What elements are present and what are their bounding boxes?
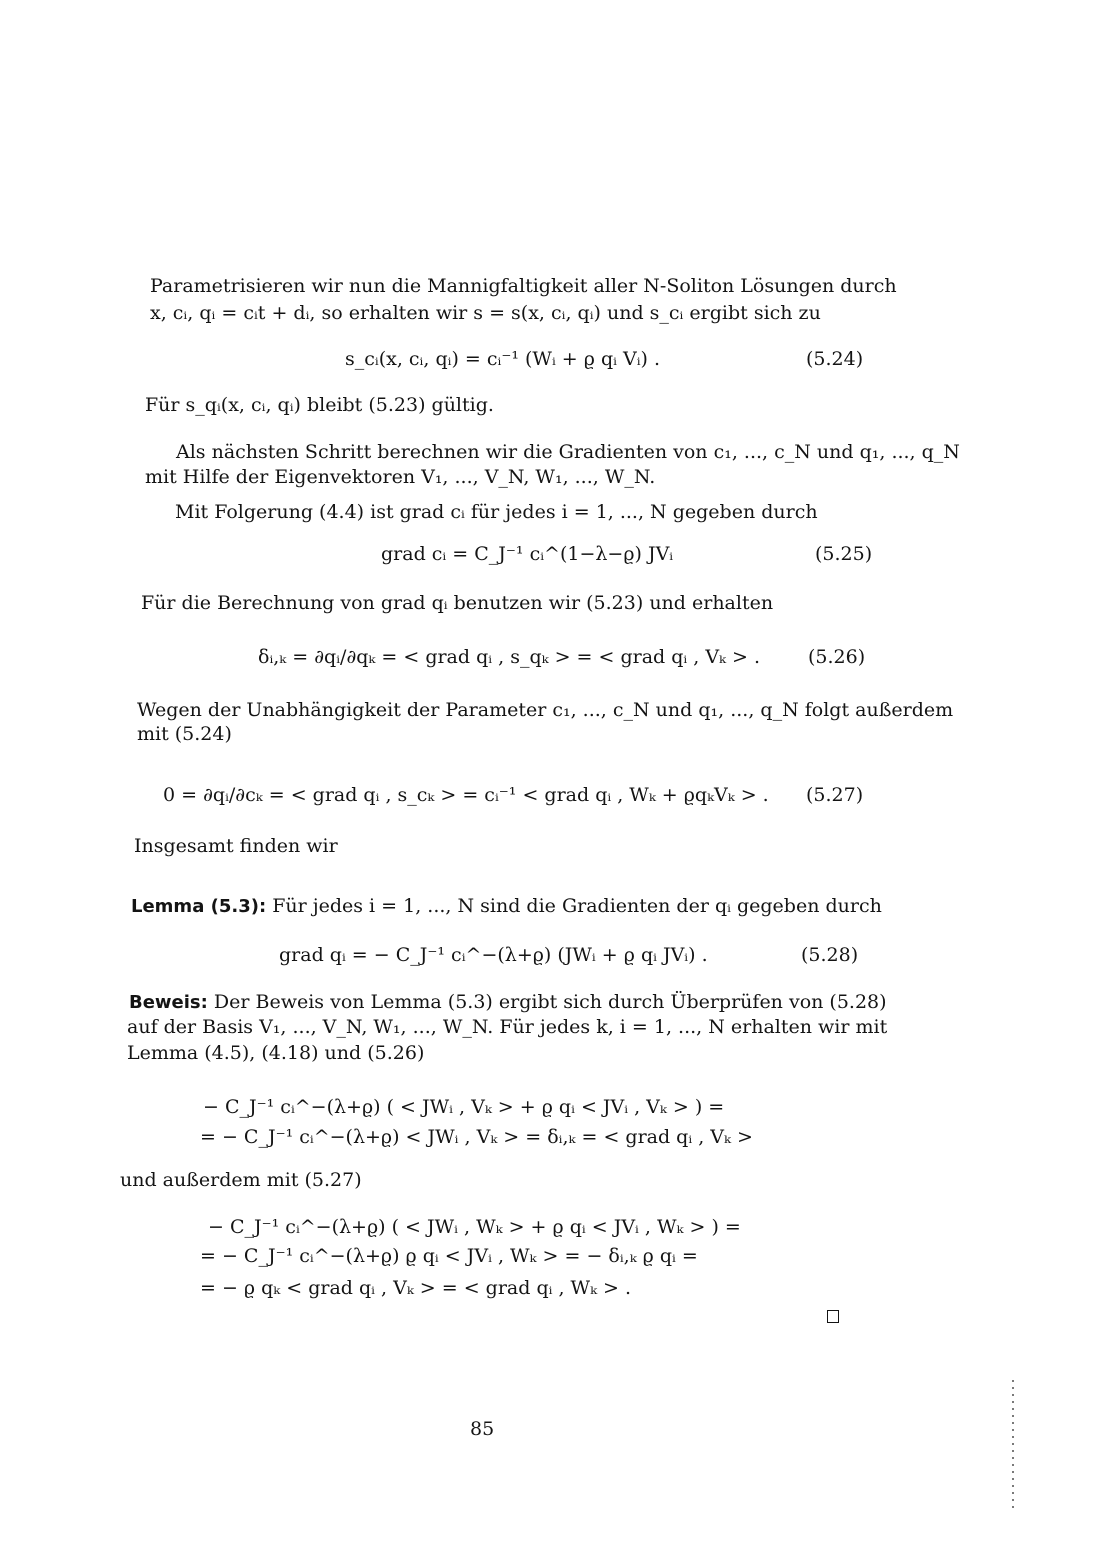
equation-block-2-line-1: − C_J⁻¹ cᵢ^−(λ+ϱ) ( < JWᵢ , Wₖ > + ϱ qᵢ < JVᵢ , Wₖ > ) = <box>208 1216 741 1238</box>
equation-number-5-26: (5.26) <box>808 646 866 668</box>
proof-line-2: auf der Basis V₁, ..., V_N, W₁, ..., W_N. Für jedes k, i = 1, ..., N erhalten wir mit <box>127 1016 888 1038</box>
paragraph-3-line-1: Als nächsten Schritt berechnen wir die Gradienten von c₁, ..., c_N und q₁, ..., q_N <box>176 441 960 463</box>
equation-block-1-line-2: = − C_J⁻¹ cᵢ^−(λ+ϱ) < JWᵢ , Vₖ > = δᵢ,ₖ = < grad qᵢ , Vₖ > <box>200 1126 753 1148</box>
proof-text: Der Beweis von Lemma (5.3) ergibt sich durch Überprüfen von (5.28) <box>213 991 887 1013</box>
paragraph-5-line-2: mit (5.24) <box>137 723 232 745</box>
paragraph-6: Insgesamt finden wir <box>134 835 338 857</box>
proof-line-3: Lemma (4.5), (4.18) und (5.26) <box>127 1042 425 1064</box>
equation-5-26: δᵢ,ₖ = ∂qᵢ/∂qₖ = < grad qᵢ , s_qₖ > = < grad qᵢ , Vₖ > . <box>258 646 761 668</box>
proof-title: Beweis: <box>129 992 208 1013</box>
paragraph-7: und außerdem mit (5.27) <box>120 1169 362 1191</box>
paragraph-3-line-3: Mit Folgerung (4.4) ist grad cᵢ für jedes i = 1, ..., N gegeben durch <box>175 501 818 523</box>
lemma-statement <box>131 894 882 919</box>
paragraph-1-line-1: Parametrisieren wir nun die Mannigfaltigkeit aller N-Soliton Lösungen durch <box>150 275 897 297</box>
paragraph-5-line-1: Wegen der Unabhängigkeit der Parameter c₁, ..., c_N und q₁, ..., q_N folgt außerdem <box>137 699 954 721</box>
paragraph-4: Für die Berechnung von grad qᵢ benutzen wir (5.23) und erhalten <box>141 592 774 614</box>
equation-block-2-line-3: = − ϱ qₖ < grad qᵢ , Vₖ > = < grad qᵢ , Wₖ > . <box>200 1277 632 1299</box>
page-number: 85 <box>470 1418 495 1440</box>
equation-number-5-27: (5.27) <box>806 784 864 806</box>
equation-5-24: s_cᵢ(x, cᵢ, qᵢ) = cᵢ⁻¹ (Wᵢ + ϱ qᵢ Vᵢ) . <box>345 348 661 370</box>
equation-number-5-28: (5.28) <box>801 944 859 966</box>
equation-number-5-24: (5.24) <box>806 348 864 370</box>
equation-5-28: grad qᵢ = − C_J⁻¹ cᵢ^−(λ+ϱ) (JWᵢ + ϱ qᵢ JVᵢ) . <box>279 944 708 966</box>
qed-square-icon <box>827 1310 839 1323</box>
equation-block-2-line-2: = − C_J⁻¹ cᵢ^−(λ+ϱ) ϱ qᵢ < JVᵢ , Wₖ > = − δᵢ,ₖ ϱ qᵢ = <box>200 1245 698 1267</box>
equation-number-5-25: (5.25) <box>815 543 873 565</box>
paragraph-1-line-2: x, cᵢ, qᵢ = cᵢt + dᵢ, so erhalten wir s = s(x, cᵢ, qᵢ) und s_cᵢ ergibt sich zu <box>150 302 821 324</box>
equation-5-27: 0 = ∂qᵢ/∂cₖ = < grad qᵢ , s_cₖ > = cᵢ⁻¹ < grad qᵢ , Wₖ + ϱqₖVₖ > . <box>163 784 769 806</box>
lemma-title: Lemma (5.3): <box>131 896 267 917</box>
lemma-text: Für jedes i = 1, ..., N sind die Gradienten der qᵢ gegeben durch <box>272 895 882 917</box>
equation-5-25: grad cᵢ = C_J⁻¹ cᵢ^(1−λ−ϱ) JVᵢ <box>381 543 674 565</box>
paragraph-3-line-2: mit Hilfe der Eigenvektoren V₁, ..., V_N, W₁, ..., W_N. <box>145 466 656 488</box>
paragraph-2: Für s_qᵢ(x, cᵢ, qᵢ) bleibt (5.23) gültig. <box>145 394 494 416</box>
proof-line-1 <box>129 990 887 1015</box>
equation-block-1-line-1: − C_J⁻¹ cᵢ^−(λ+ϱ) ( < JWᵢ , Vₖ > + ϱ qᵢ < JVᵢ , Vₖ > ) = <box>203 1096 725 1118</box>
scan-edge-mark <box>1012 1380 1014 1510</box>
